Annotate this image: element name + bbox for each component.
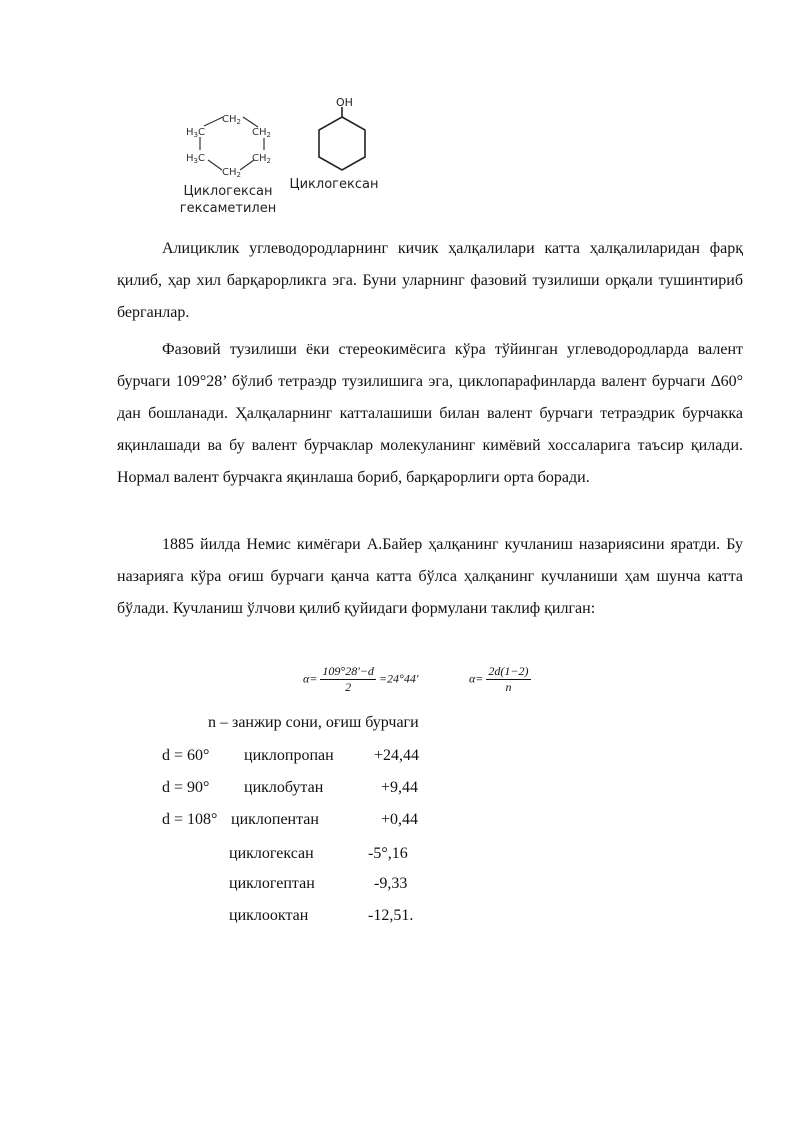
paragraph-stereochemistry-text: Фазовий тузилиши ёки стереокимёсига кўра тўйинган углеводородларда валент бурчаги 109°28’ бўлиб тетраэдр тузилишига эга, циклопарафинларда валент бурчаги ∆60° дан бошланади. Ҳалқаларнинг катталашиши билан валент бурчаги тетраэдрик бурчакка яқинлашади ва бу валент бурчаклар молекуланинг кимёвий хоссаларига таъсир қилади. Нормал валент бурчакга яқинлаша бориб, барқарорлиги орта боради.: [117, 341, 743, 486]
paragraph-baeyer: [117, 529, 743, 625]
formula1-denominator: 2: [345, 680, 352, 694]
left-structure-caption: [176, 183, 280, 217]
table-row-value: -5°,16: [368, 845, 408, 862]
h3c-bottom-label: $H_3C$: [186, 153, 205, 165]
table-row-value: +24,44: [374, 747, 420, 764]
formula-deviation-angle: [303, 664, 418, 695]
formula1-rhs: =24°44′: [378, 671, 419, 686]
paragraph-stability-text: Алициклик углеводородларнинг кичик ҳалқалилари катта ҳалқалиларидан фарқ қилиб, ҳар хил барқарорликга эга. Буни уларнинг фазовий тузилиши орқали тушинтириб берганлар.: [117, 240, 743, 321]
table-row-name: циклооктан: [229, 907, 309, 924]
left-caption-line2: гексаметилен: [179, 201, 277, 216]
formula2-denominator: n: [505, 680, 512, 694]
table-row-name: циклопропан: [244, 747, 334, 764]
formula2-numerator: 2d(1−2): [488, 664, 529, 678]
table-row-value: -12,51.: [368, 907, 414, 924]
ch2-right-top-label: $CH_2$: [252, 127, 271, 139]
formula-general: [469, 664, 531, 695]
paragraph-baeyer-text: 1885 йилда Немис кимёгари А.Байер ҳалқанинг кучланиш назариясини яратди. Бу назарияга кўра оғиш бурчаги қанча катта бўлса ҳалқанинг кучланиши ҳам шунча катта бўлади. Кучланиш ўлчови қилиб қуйидаги формулани таклиф қилган:: [117, 536, 743, 617]
table-row-angle: d = 108°: [162, 811, 218, 828]
table-row-value: +9,44: [381, 779, 419, 796]
formula-legend: n – занжир сони, оғиш бурчаги: [208, 714, 419, 731]
ch2-bottom-label: $CH_2$: [222, 167, 241, 179]
oh-label: OH: [336, 96, 353, 109]
cyclohexanol-skeletal-structure: [319, 107, 365, 170]
formula1-numerator: 109°28′−d: [322, 664, 374, 678]
formula2-lhs: α=: [469, 671, 484, 686]
table-row-name: циклогексан: [229, 845, 314, 862]
paragraph-stability: [117, 233, 743, 329]
structures-figure: [0, 0, 800, 240]
paragraph-stereochemistry: [117, 334, 743, 494]
table-row-value: +0,44: [381, 811, 419, 828]
table-row-name: циклогептан: [229, 875, 315, 892]
table-row-angle: d = 60°: [162, 747, 210, 764]
ch2-top-label: $CH_2$: [222, 114, 241, 126]
right-structure-caption: Циклогексан: [289, 177, 379, 192]
table-row-angle: d = 90°: [162, 779, 210, 796]
formula1-lhs: α=: [303, 671, 318, 686]
formula2-fraction: [486, 664, 530, 695]
table-row-name: циклобутан: [244, 779, 324, 796]
table-row-name: циклопентан: [231, 811, 319, 828]
h3c-top-label: $H_3C$: [186, 127, 205, 139]
ch2-right-bottom-label: $CH_2$: [252, 153, 271, 165]
left-caption-line1: Циклогексан: [183, 184, 273, 199]
formula1-fraction: [320, 664, 376, 695]
table-row-value: -9,33: [374, 875, 408, 892]
